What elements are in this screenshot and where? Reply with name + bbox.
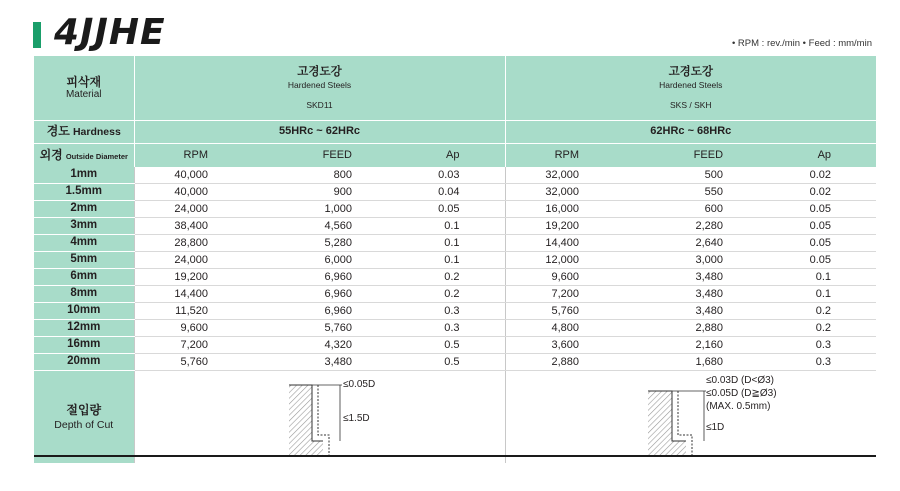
ap-a-cell: 0.2 [358,286,505,303]
rpm-a-cell: 24,000 [134,201,208,218]
rpm-b-cell: 32,000 [505,167,579,184]
feed-a-cell: 3,480 [208,354,358,371]
rpm-b-cell: 14,400 [505,235,579,252]
feed-a-cell: 6,960 [208,303,358,320]
ap-b-cell: 0.1 [729,269,876,286]
table-row [34,184,876,201]
ap-a-cell: 0.05 [358,201,505,218]
feed-b-cell: 3,480 [579,286,729,303]
rpm-a-cell: 5,760 [134,354,208,371]
feed-b-cell: 500 [579,167,729,184]
ap-b-cell: 0.05 [729,235,876,252]
diameter-cell: 10mm [34,303,134,320]
ap-a-cell: 0.3 [358,303,505,320]
table-row [34,218,876,235]
end-mill-diagram-a [135,371,506,463]
hardness-label: 경도 Hardness [34,120,134,143]
ap-a-cell: 0.1 [358,235,505,252]
group-a-hardness: 55HRc ~ 62HRc [134,120,505,143]
diameter-cell: 3mm [34,218,134,235]
ap-a-cell: 0.03 [358,167,505,184]
rpm-b-cell: 9,600 [505,269,579,286]
ap-b-cell: 0.3 [729,337,876,354]
depth-of-cut-diagram-b [505,371,876,464]
max-depth-b: (MAX. 0.5mm) [705,401,770,412]
col-rpm-b: RPM [505,143,579,167]
diameter-label: 외경 Outside Diameter [34,143,134,167]
ap-b-cell: 0.1 [729,286,876,303]
rpm-b-cell: 5,760 [505,303,579,320]
ap-b-cell: 0.3 [729,354,876,371]
feed-b-cell: 3,000 [579,252,729,269]
table-bottom-rule [34,455,876,457]
table-row [34,286,876,303]
depth-of-cut-label: 절입량 Depth of Cut [34,371,134,464]
rpm-b-cell: 32,000 [505,184,579,201]
ap-b-cell: 0.02 [729,184,876,201]
feed-b-cell: 3,480 [579,303,729,320]
feed-a-cell: 6,000 [208,252,358,269]
col-ap-b: Ap [729,143,876,167]
rpm-a-cell: 7,200 [134,337,208,354]
group-a-header: 고경도강 Hardened Steels SKD11 [134,56,505,120]
ap-b-cell: 0.05 [729,201,876,218]
page-title: 4JJHE [54,12,166,53]
ap-b-cell: 0.05 [729,218,876,235]
table-row [34,303,876,320]
radial-depth-a: ≤0.05D [342,379,375,390]
rpm-b-cell: 3,600 [505,337,579,354]
axial-depth-a: ≤1.5D [342,413,370,424]
diameter-cell: 2mm [34,201,134,218]
table-row [34,167,876,184]
feed-a-cell: 1,000 [208,201,358,218]
ap-b-cell: 0.02 [729,167,876,184]
rpm-a-cell: 14,400 [134,286,208,303]
rpm-b-cell: 12,000 [505,252,579,269]
feed-b-cell: 550 [579,184,729,201]
feed-a-cell: 4,320 [208,337,358,354]
feed-a-cell: 6,960 [208,286,358,303]
units-note: • RPM : rev./min • Feed : mm/min [731,38,872,49]
feed-a-cell: 900 [208,184,358,201]
rpm-a-cell: 40,000 [134,167,208,184]
diameter-cell: 8mm [34,286,134,303]
table-row [34,337,876,354]
table-row [34,252,876,269]
table-row [34,201,876,218]
diameter-cell: 12mm [34,320,134,337]
workpiece-hatch-b [648,391,686,457]
ap-a-cell: 0.2 [358,269,505,286]
diameter-cell: 1.5mm [34,184,134,201]
rpm-b-cell: 16,000 [505,201,579,218]
feed-a-cell: 4,560 [208,218,358,235]
group-b-hardness: 62HRc ~ 68HRc [505,120,876,143]
depth-of-cut-diagram-a [134,371,505,464]
feed-a-cell: 5,280 [208,235,358,252]
feed-b-cell: 2,280 [579,218,729,235]
feed-b-cell: 1,680 [579,354,729,371]
diameter-cell: 5mm [34,252,134,269]
feed-a-cell: 6,960 [208,269,358,286]
ap-b-cell: 0.2 [729,320,876,337]
cutting-conditions-table [34,56,876,463]
rpm-a-cell: 38,400 [134,218,208,235]
ap-a-cell: 0.5 [358,337,505,354]
table-row [34,354,876,371]
diameter-cell: 16mm [34,337,134,354]
table-row [34,235,876,252]
col-ap-a: Ap [358,143,505,167]
feed-b-cell: 3,480 [579,269,729,286]
col-feed-a: FEED [208,143,358,167]
diameter-cell: 6mm [34,269,134,286]
axial-depth-b: ≤1D [705,422,724,433]
rpm-b-cell: 7,200 [505,286,579,303]
rpm-b-cell: 4,800 [505,320,579,337]
ap-b-cell: 0.2 [729,303,876,320]
rpm-b-cell: 2,880 [505,354,579,371]
table-row [34,269,876,286]
rpm-a-cell: 28,800 [134,235,208,252]
ap-a-cell: 0.1 [358,252,505,269]
feed-a-cell: 5,760 [208,320,358,337]
ap-a-cell: 0.3 [358,320,505,337]
ap-a-cell: 0.1 [358,218,505,235]
feed-a-cell: 800 [208,167,358,184]
col-feed-b: FEED [579,143,729,167]
group-b-header: 고경도강 Hardened Steels SKS / SKH [505,56,876,120]
col-rpm-a: RPM [134,143,208,167]
diameter-cell: 4mm [34,235,134,252]
material-header: 피삭재 Material [34,56,134,120]
rpm-a-cell: 11,520 [134,303,208,320]
ap-a-cell: 0.5 [358,354,505,371]
title-accent-bar [33,22,41,48]
table-row [34,320,876,337]
end-mill-diagram-b [506,371,877,463]
rpm-a-cell: 19,200 [134,269,208,286]
feed-b-cell: 600 [579,201,729,218]
ap-a-cell: 0.04 [358,184,505,201]
feed-b-cell: 2,160 [579,337,729,354]
ap-b-cell: 0.05 [729,252,876,269]
rpm-b-cell: 19,200 [505,218,579,235]
feed-b-cell: 2,880 [579,320,729,337]
diameter-cell: 1mm [34,167,134,184]
diameter-cell: 20mm [34,354,134,371]
feed-b-cell: 2,640 [579,235,729,252]
rpm-a-cell: 40,000 [134,184,208,201]
radial-depth-b2: ≤0.05D (D≧Ø3) [705,388,777,399]
rpm-a-cell: 9,600 [134,320,208,337]
radial-depth-b1: ≤0.03D (D<Ø3) [705,375,774,386]
rpm-a-cell: 24,000 [134,252,208,269]
